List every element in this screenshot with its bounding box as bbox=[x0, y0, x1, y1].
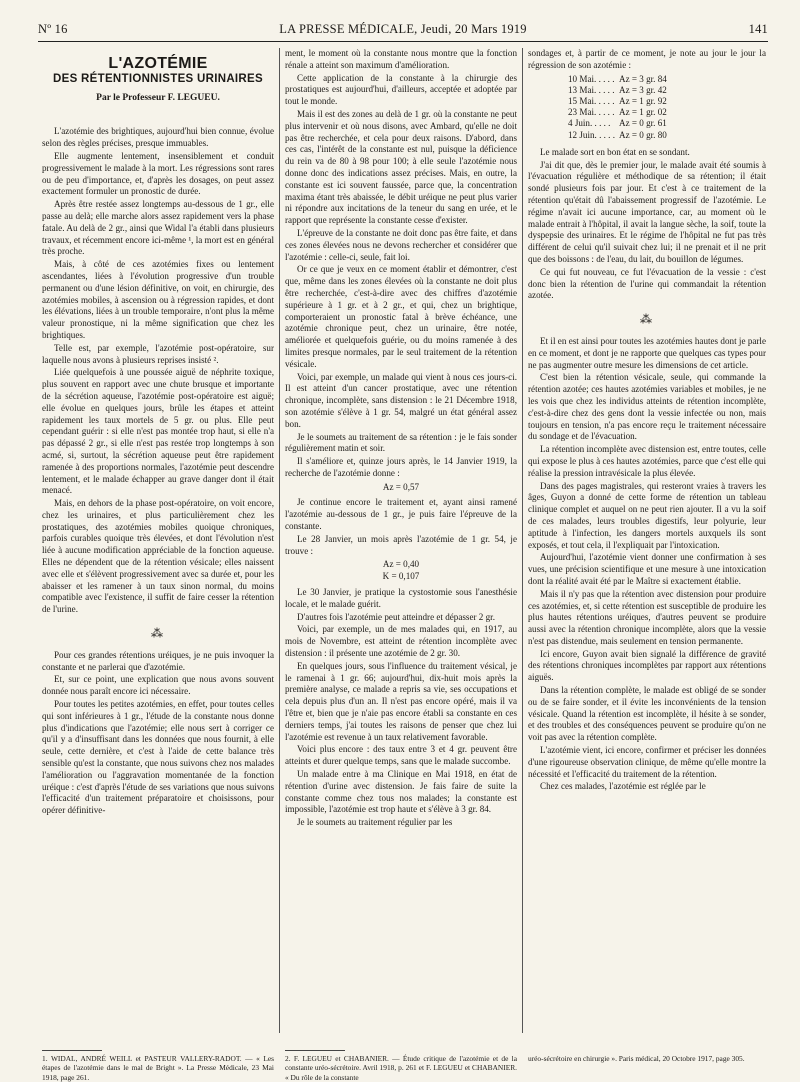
paragraph: Je le soumets au traitement de sa rétention : je le fais sonder régulièrement matin et soir. bbox=[285, 431, 517, 454]
footnote: uréo-sécrétoire en chirurgie ». Paris médical, 20 Octobre 1917, page 305. bbox=[528, 1054, 745, 1063]
paragraph: La rétention incomplète avec distension est, entre toutes, celle qui expose le plus à ces hautes azotémies, parce que c'est elle qui réalise la pression intravésicale la plus élevée. bbox=[528, 444, 766, 478]
paragraph: Ce qui fut nouveau, ce fut l'évacuation de la vessie : c'est donc bien la rétention de l'urine qui commandait la rétention azotée. bbox=[528, 266, 766, 301]
article-title: L'AZOTÉMIE bbox=[108, 55, 208, 72]
table-cell: Az = 1 gr. 02 bbox=[619, 107, 667, 118]
paragraph: Le 30 Janvier, je pratique la cystostomie sous l'anesthésie locale, et le malade guérit. bbox=[285, 587, 517, 609]
paragraph: L'azotémie vient, ici encore, confirmer et préciser les données d'une rigoureuse observation clinique, de même qu'elle montre la nécessité et l'efficacité du traitement de la rétention. bbox=[528, 745, 766, 779]
section-separator: ⁂ bbox=[151, 626, 165, 641]
footnote: 2. F. LEGUEU et CHABANIER. — Étude critique de l'azotémie et de la constante uréo-sécrétoire. Avril 1918, p. 261 et F. LEGUEU et CHABANIER. « Du rôle de la constante bbox=[285, 1054, 517, 1082]
section-separator: ⁂ bbox=[640, 312, 654, 327]
paragraph: Pour toutes les petites azotémies, en effet, pour toutes celles qui sont inférieures à 1 gr., l'étude de la constante nous donne plus d'indications que l'azotémie; elle nous sert à corriger ce qu'il y a d'insuffisant dans les données que nous fournit, à elle seule, cette dernière, et c'est à l'aide de cette balance très sensible qu'est la constante, que nous suivons chez nos malades l'amélioration ou l'aggravation momentanée de la fonction uréique : c'est d'après l'étude de ses variations que nous suivons l'efficacité d'un traitement préparatoire et choisissons, pour opérer définitive- bbox=[42, 699, 274, 816]
paragraph: sondages et, à partir de ce moment, je note au jour le jour la régression de son azotémie : bbox=[528, 48, 766, 70]
table-cell: Az = 3 gr. 84 bbox=[619, 73, 667, 84]
table-cell: Az = 0 gr. 80 bbox=[619, 129, 667, 140]
article-author: Par le Professeur F. LEGUEU. bbox=[96, 92, 220, 103]
paragraph: Mais, à côté de ces azotémies fixes ou lentement ascendantes, liées à l'évolution progressive d'un trouble permanent ou d'une lésion définitive, on voit, en chirurgie, des azotémies mobiles, à ascension ou à régression rapides, et dont les élévations, liées à un trouble temporaire, n'ont plus la même valeur pronostique, ni la même signification que chez les brightiques. bbox=[42, 259, 274, 340]
page-header bbox=[38, 20, 768, 40]
paragraph: Cette application de la constante à la chirurgie des prostatiques est aujourd'hui, d'ailleurs, acceptée et adoptée par tout le monde. bbox=[285, 72, 517, 107]
column-3 bbox=[528, 48, 766, 794]
table-row bbox=[568, 85, 671, 96]
page-number: 141 bbox=[748, 22, 768, 36]
paragraph: Et, sur ce point, une explication que nous avons souvent donnée nous paraît encore ici nécessaire. bbox=[42, 674, 274, 697]
paragraph: J'ai dit que, dès le premier jour, le malade avait été soumis à l'évacuation régulière et méthodique de sa rétention; il était sondé plusieurs fois par jour. Et c'est à ce traitement de la rétention qu'était dû l'abaissement progressif de l'azotémie. Le régime n'avait ici aucune importance, car, au moment où le malade entrait à l'hôpital, il avait la langue sèche, la soif, toute la dyspepsie des urinaires. Et le régime de l'hôpital ne fut pas très différent de celui qu'il suivait chez lui; il ne prenait et il ne prit que des boissons : de l'eau, du lait, du bouillon de légumes. bbox=[528, 159, 766, 264]
paragraph: En quelques jours, sous l'influence du traitement vésical, je le ramenai à 1 gr. 66; aujourd'hui, dix-huit mois après la première analyse, ce malade a repris sa vie, ses occupations et cela depuis plus d'un an. Il n'est pas encore opéré, mais il va l'être et, bien que je n'aie pas encore établi sa constante en ces derniers temps, j'ai toutes les raisons de penser que chez lui l'azotémie est revenue à un taux relativement favorable. bbox=[285, 660, 517, 742]
paragraph: Mais, en dehors de la phase post-opératoire, on voit encore, chez les urinaires, et plus particulièrement chez les prostatiques, des azotémies mobiles quoique chroniques, parfois curables quoique très élevées, et dont l'évolution n'est liée à aucune modification appréciable de la fonction aqueuse. Elles ne dépendent que de la rétention vésicale; elles naissent avec elle et s'élèvent progressivement avec sa durée et, pour les abaisser et les ramener à un taux sinon normal, du moins compatible avec l'existence, il suffit de faire cesser la rétention de l'urine. bbox=[42, 498, 274, 615]
paragraph: L'épreuve de la constante ne doit donc pas être faite, et dans ces zones élevées nous ne devons rechercher et considérer que l'azotémie : celle-ci, seule, fait loi. bbox=[285, 227, 517, 262]
paragraph: Or ce que je veux en ce moment établir et démontrer, c'est que, même dans les zones élevées où la constante ne doit plus être recherchée, c'est-à-dire avec des chiffres d'azotémie supérieure à 1 gr. et à 2 gr., et qui, chez un brightique, comporteraient un pronostic fatal à brève échéance, une azotémie chronique peut, chez un urinaire, être notée, améliorée et quelquefois guérie, ou du moins ramenée à des limites presque normales, par le seul traitement de la rétention vésicale. bbox=[285, 264, 517, 369]
paragraph: Et il en est ainsi pour toutes les azotémies hautes dont je parle en ce moment, et dont je ne rapporte que quelques cas types pour ne pas augmenter outre mesure les dimensions de cet article. bbox=[528, 335, 766, 370]
azotemia-table bbox=[568, 74, 671, 141]
paragraph: Mais il est des zones au delà de 1 gr. où la constante ne peut plus intervenir et où nous disons, avec Ambard, qu'elle ne doit pas être recherchée, et cela pour deux raisons. D'abord, dans ces cas, l'intérêt de la constante est nul, puisque la déficience du rein va de 80 à 98 pour 100; à elle seule l'azotémie nous donne donc des indications assez précises. Mais, en outre, la constante est ici souvent faussée, parce que, la concentration maxima étant très abaissée, le débit uréique ne peut plus varier ni répondre aux incitations de la teneur du sang en urée, et le rapport que représente la constante cesse d'exister. bbox=[285, 108, 517, 226]
paragraph: Un malade entre à ma Clinique en Mai 1918, en état de rétention d'urine avec distension. Je fais faire de suite la constante comme chez tous nos malades; la constante est impossible, l'azotémie est trop haute et s'élève à 3 gr. 84. bbox=[285, 769, 517, 815]
table-cell: 10 Mai. . . . . bbox=[568, 73, 615, 84]
paragraph: Le 28 Janvier, un mois après l'azotémie de 1 gr. 54, je trouve : bbox=[285, 533, 517, 556]
header-rule bbox=[38, 41, 768, 42]
paragraph: Dans la rétention complète, le malade est obligé de se sonder ou de se faire sonder, et il évite les inconvénients de la tension vésicale. Quand la rétention est incomplète, il hésite à se sonder, et des troubles et des conséquences peuvent se produire qu'on ne voit pas avec la rétention complète. bbox=[528, 685, 766, 743]
footnote-rule bbox=[42, 1050, 102, 1051]
column-2 bbox=[285, 48, 517, 830]
table-row bbox=[568, 130, 671, 141]
paragraph: Elle augmente lentement, insensiblement et conduit progressivement le malade à la mort. Les régressions sont rares ou de peu d'importance, et, d'après les dosages, on peut assez exactement formuler un pronostic de durée. bbox=[42, 150, 274, 197]
table-row bbox=[568, 74, 671, 85]
column-divider bbox=[279, 48, 280, 1033]
paragraph: Aujourd'hui, l'azotémie vient donner une confirmation à ses vues, une précision scientifique et une mesure à une intoxication dont la réalité avait été par le Maître si exactement établie. bbox=[528, 552, 766, 586]
table-cell: Az = 0 gr. 61 bbox=[619, 118, 667, 129]
column-1 bbox=[42, 48, 274, 818]
paragraph: D'autres fois l'azotémie peut atteindre et dépasser 2 gr. bbox=[297, 611, 495, 622]
paragraph: Pour ces grandes rétentions uréiques, je ne puis invoquer la constante et ne parlerai que d'azotémie. bbox=[42, 649, 274, 672]
article-subtitle: DES RÉTENTIONNISTES URINAIRES bbox=[53, 72, 263, 85]
paragraph: Liée quelquefois à une poussée aiguë de néphrite toxique, plus souvent en rapport avec une chute brusque et importante de la sécrétion aqueuse, l'azotémie post-opératoire est aiguë; elle évolue en quelques jours, brûle les étapes et atteint rapidement les taux mortels de 5 gr. ou plus. Elle peut cependant guérir : si elle n'est pas montée trop haut, si elle n'a pas dépassé 2 gr., si elle n'est pas restée trop longtemps à son acmé, si, surtout, la sécrétion aqueuse peut être rapidement ramenée à des proportions normales, l'azotémie peut descendre lentement, et le malade échapper au grave danger dont il était menacé. bbox=[42, 367, 274, 496]
paragraph: Telle est, par exemple, l'azotémie post-opératoire, sur laquelle nous avons à plusieurs reprises insisté ². bbox=[42, 342, 274, 365]
journal-title: LA PRESSE MÉDICALE, Jeudi, 20 Mars 1919 bbox=[279, 22, 527, 36]
paragraph: C'est bien la rétention vésicale, seule, qui commande la rétention azotée; ces hautes azotémies variables et mobiles, je ne les vois que chez les individus atteints de rétention incomplète, c'est-à-dire chez des gens dont la vessie infectée ou non, mais toujours en tension, n'a pas encore reçu le traitement nécessaire du sondage et de l'évacuation. bbox=[528, 372, 766, 442]
table-cell: 23 Mai. . . . . bbox=[568, 107, 615, 118]
paragraph: Voici plus encore : des taux entre 3 et 4 gr. peuvent être atteints et durer quelque temps, sans que le malade succombe. bbox=[285, 744, 517, 767]
table-cell: Az = 3 gr. 42 bbox=[619, 84, 667, 95]
table-row bbox=[568, 107, 671, 118]
paragraph: Après être restée assez longtemps au-dessous de 1 gr., elle passe au delà; elle marche alors assez rapidement vers la phase fatale. Au delà de 2 gr., ainsi que Widal l'a établi dans plusieurs travaux, et récemment encore ici-même ¹, la mort est en général très proche. bbox=[42, 199, 274, 257]
table-cell: 13 Mai. . . . . bbox=[568, 84, 615, 95]
paragraph: Voici, par exemple, un malade qui vient à nous ces jours-ci. Il est atteint d'un cancer prostatique, avec une rétention chronique, incomplète, sans distension : le 21 Décembre 1918, son azotémie s'élève à 1 gr. 54, malgré un état général assez bon. bbox=[285, 371, 517, 429]
paragraph: Dans des pages magistrales, qui resteront vraies à travers les âges, Guyon a donné de cette forme de rétention un tableau clinique complet et auquel on ne peut rien ajouter. Il a vu la soif de ces malades, leurs troubles digestifs, leur polyurie, leur aptitude à l'infection, les dangers mortels auxquels ils sont exposés, et tout cela, il l'expliquait par l'intoxication. bbox=[528, 480, 766, 550]
paragraph: Je le soumets au traitement régulier par les bbox=[297, 817, 453, 828]
formula-line: K = 0,107 bbox=[382, 571, 420, 582]
table-row bbox=[568, 96, 671, 107]
paragraph: Ici encore, Guyon avait bien signalé la différence de gravité des rétentions chroniques incomplètes par rapport aux rétentions aiguës. bbox=[528, 648, 766, 683]
paragraph: Il s'améliore et, quinze jours après, le 14 Janvier 1919, la recherche de l'azotémie donne : bbox=[285, 456, 517, 478]
issue-number: Nº 16 bbox=[38, 22, 68, 36]
table-cell: 15 Mai. . . . . bbox=[568, 96, 615, 106]
paragraph: Le malade sort en bon état en se sondant. bbox=[540, 146, 690, 157]
table-cell: 4 Juin. . . . . bbox=[568, 118, 611, 129]
table-cell: 12 Juin. . . . . bbox=[568, 129, 615, 140]
paragraph: ment, le moment où la constante nous montre que la fonction rénale a atteint son maximum d'amélioration. bbox=[285, 48, 517, 70]
footnote: 1. WIDAL, ANDRÉ WEILL et PASTEUR VALLERY-RADOT. — « Les étapes de l'azotémie dans le mal de Bright ». La Presse Médicale, 23 Mai 1918, page 261. bbox=[42, 1054, 274, 1082]
paragraph: Je continue encore le traitement et, ayant ainsi ramené l'azotémie au-dessous de 1 gr., je puis faire l'épreuve de la constante. bbox=[285, 497, 517, 532]
paragraph: L'azotémie des brightiques, aujourd'hui bien connue, évolue selon des règles précises, presque immuables. bbox=[42, 126, 274, 149]
table-cell: Az = 1 gr. 92 bbox=[619, 96, 667, 106]
formula-line: Az = 0,40 bbox=[382, 559, 420, 570]
paragraph: Voici, par exemple, un de mes malades qui, en 1917, au mois de Novembre, est atteint de rétention incomplète avec distension : il présente une azotémie de 2 gr. 30. bbox=[285, 624, 517, 659]
column-divider bbox=[522, 48, 523, 1033]
formula bbox=[285, 559, 517, 583]
table-row bbox=[568, 118, 671, 129]
paragraph: Chez ces malades, l'azotémie est réglée par le bbox=[540, 781, 706, 792]
formula: Az = 0,57 bbox=[382, 481, 420, 492]
footnote-rule bbox=[285, 1050, 345, 1051]
paragraph: Mais il n'y pas que la rétention avec distension pour produire ces azotémies, et, si cette rétention est susceptible de produire les plus hautes rétentions uréiques, d'autres peuvent se produire aussi avec la rétention chronique incomplète, alors que la vessie n'est pas distendue, mais seulement en tension permanente. bbox=[528, 588, 766, 646]
